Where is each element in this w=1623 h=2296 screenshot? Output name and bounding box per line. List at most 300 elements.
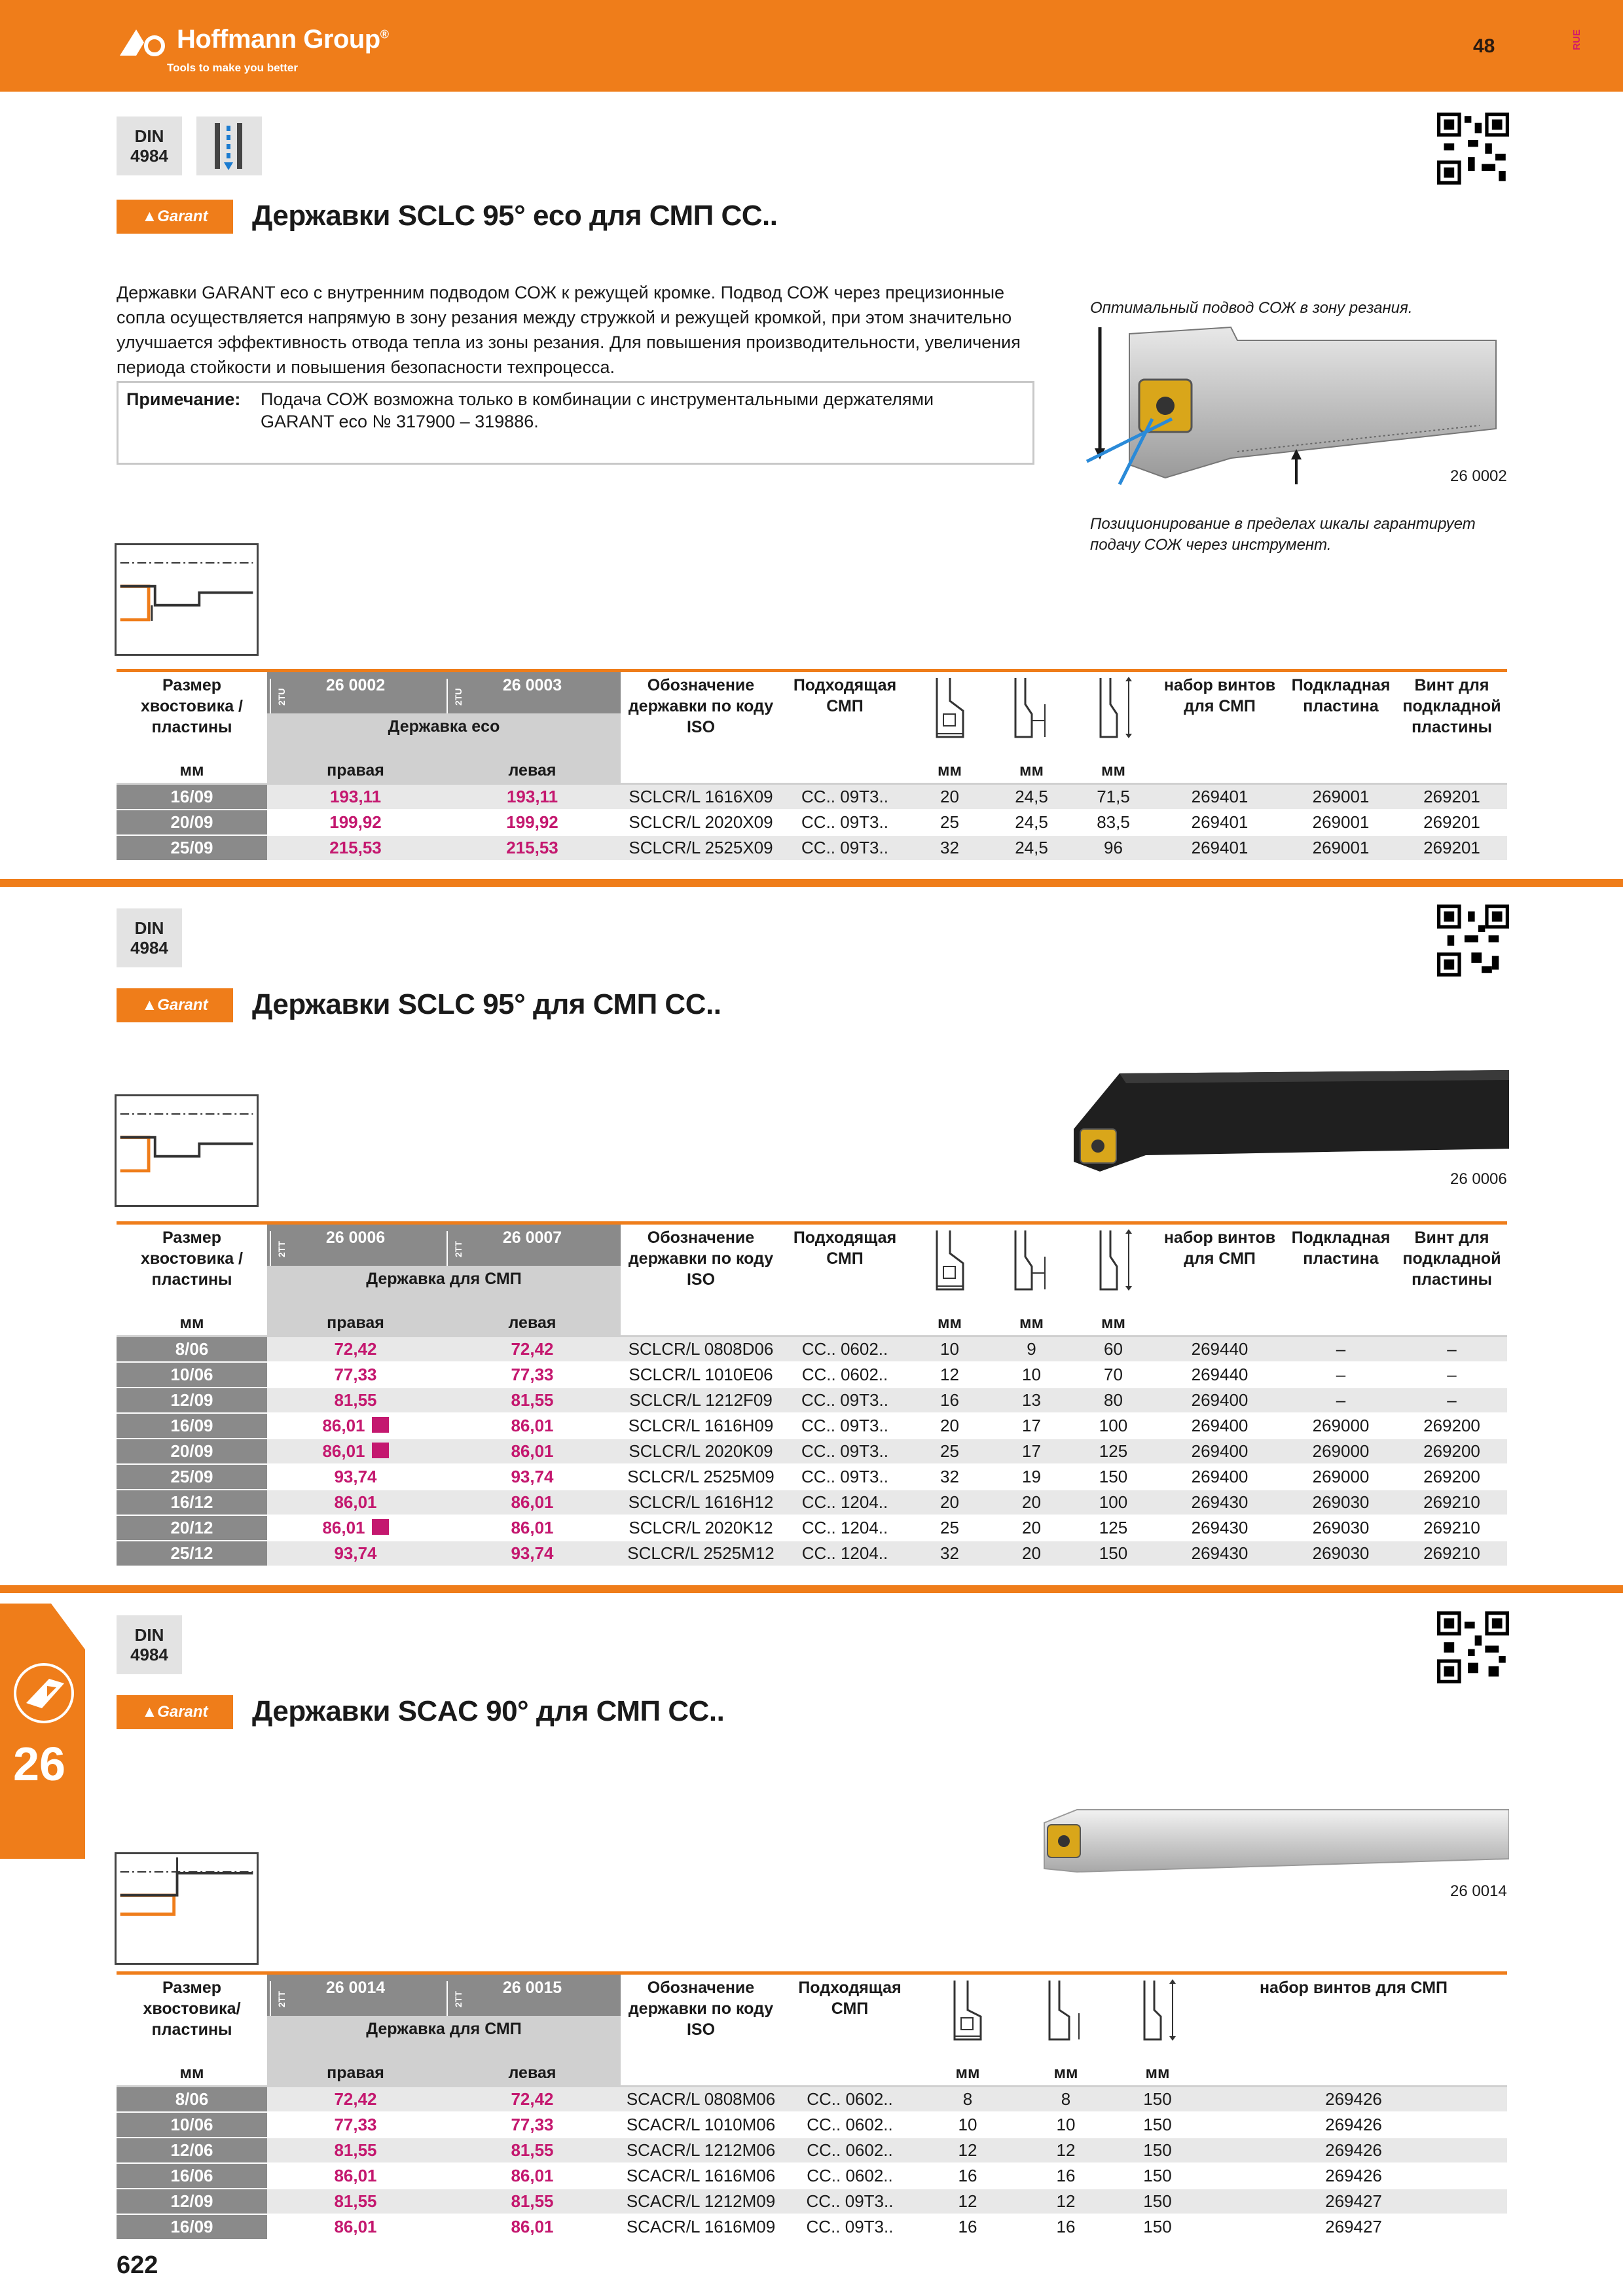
cell-iso: SCLCR/L 1616X09 xyxy=(621,784,781,810)
art-number-right: 2TU 26 0002 xyxy=(267,671,444,713)
cell-shim: – xyxy=(1285,1362,1396,1388)
cell-iso: SCLCR/L 2525M12 xyxy=(621,1541,781,1566)
din-badge: DIN 4984 xyxy=(117,117,182,175)
art-number-left: 2TT 26 0015 xyxy=(444,1973,621,2016)
table-row xyxy=(117,1388,1507,1413)
cell-l: 215,53 xyxy=(444,835,621,861)
cell-f: 20 xyxy=(991,1490,1072,1515)
cell-l: 86,01 xyxy=(444,1515,621,1541)
table-row xyxy=(117,1515,1507,1541)
cell-size: 20/09 xyxy=(117,1439,267,1464)
cell-r: 81,55 xyxy=(267,2138,444,2163)
cell-scr: 269401 xyxy=(1154,835,1285,861)
hoffmann-logo-icon xyxy=(117,26,175,59)
cell-l: 93,74 xyxy=(444,1541,621,1566)
cell-f: 8 xyxy=(1017,2087,1115,2112)
cell-h: 10 xyxy=(909,1336,991,1362)
cell-l: 86,01 xyxy=(444,2163,621,2189)
cell-h: 25 xyxy=(909,810,991,835)
dim-l-icon xyxy=(1072,1223,1154,1312)
cell-ins: CC.. 0602.. xyxy=(781,1362,909,1388)
art-number-right: 2TT 26 0014 xyxy=(267,1973,444,2016)
cell-r: 77,33 xyxy=(267,1362,444,1388)
cell-shs: 269210 xyxy=(1396,1541,1507,1566)
cell-scr: 269430 xyxy=(1154,1490,1285,1515)
table-row xyxy=(117,2138,1507,2163)
dim-h-icon xyxy=(909,671,991,759)
cell-f: 20 xyxy=(991,1515,1072,1541)
cell-ins: CC.. 09T3.. xyxy=(781,1388,909,1413)
cell-f: 10 xyxy=(991,1362,1072,1388)
table-row xyxy=(117,2214,1507,2240)
cell-ins: CC.. 09T3.. xyxy=(781,1464,909,1490)
brand-tagline: Tools to make you better xyxy=(167,62,298,74)
col-header-size: Размер хвостовика / пластины xyxy=(140,676,244,736)
unit-size: мм xyxy=(117,759,267,784)
cell-ins: CC.. 09T3.. xyxy=(781,784,909,810)
cell-ins: CC.. 0602.. xyxy=(781,2138,919,2163)
cell-r: 72,42 xyxy=(267,2087,444,2112)
cell-shim: 269030 xyxy=(1285,1515,1396,1541)
cell-size: 8/06 xyxy=(117,2087,267,2112)
page-number-top: 48 xyxy=(1473,35,1495,57)
cell-ins: CC.. 09T3.. xyxy=(781,2189,919,2214)
cell-h: 32 xyxy=(909,835,991,861)
cell-l: 81,55 xyxy=(444,2138,621,2163)
cell-len: 150 xyxy=(1115,2138,1200,2163)
cell-l: 72,42 xyxy=(444,2087,621,2112)
qr-code-icon[interactable] xyxy=(1437,905,1509,977)
art-number-left: 2TT 26 0007 xyxy=(444,1223,621,1266)
cell-l: 81,55 xyxy=(444,2189,621,2214)
cell-h: 25 xyxy=(909,1515,991,1541)
cell-l: 81,55 xyxy=(444,1388,621,1413)
cell-h: 12 xyxy=(919,2189,1017,2214)
table-row xyxy=(117,1439,1507,1464)
cell-shim: – xyxy=(1285,1388,1396,1413)
cell-scr: 269426 xyxy=(1200,2087,1507,2112)
cell-size: 25/12 xyxy=(117,1541,267,1566)
cell-f: 24,5 xyxy=(991,810,1072,835)
col-header-screws: набор винтов для СМП xyxy=(1163,1229,1276,1268)
unit-left: левая xyxy=(444,2062,621,2087)
dim-h-icon xyxy=(919,1973,1017,2062)
cell-scr: 269426 xyxy=(1200,2138,1507,2163)
cell-len: 100 xyxy=(1072,1490,1154,1515)
unit-f: мм xyxy=(991,759,1072,784)
dim-f-icon xyxy=(991,1223,1072,1312)
cell-l: 86,01 xyxy=(444,2214,621,2240)
table-row xyxy=(117,2189,1507,2214)
table-row xyxy=(117,810,1507,835)
unit-left: левая xyxy=(444,1312,621,1336)
coolant-icon xyxy=(196,117,262,175)
cell-r: 93,74 xyxy=(267,1464,444,1490)
cell-size: 20/09 xyxy=(117,810,267,835)
section-title: Державки SCLC 95° для СМП CC.. xyxy=(252,988,721,1020)
dim-f-icon xyxy=(1017,1973,1115,2062)
cell-l: 72,42 xyxy=(444,1336,621,1362)
unit-l: мм xyxy=(1072,759,1154,784)
cell-size: 16/09 xyxy=(117,2214,267,2240)
highlight-marker-icon xyxy=(372,1417,389,1433)
page-number-bottom: 622 xyxy=(117,2251,158,2279)
image-art-number: 26 0014 xyxy=(1450,1882,1507,1900)
unit-size: мм xyxy=(117,1312,267,1336)
cell-shs: – xyxy=(1396,1388,1507,1413)
cell-scr: 269440 xyxy=(1154,1362,1285,1388)
col-header-shim: Подкладная пластина xyxy=(1291,1229,1391,1268)
table-row xyxy=(117,1413,1507,1439)
cell-shs: 269210 xyxy=(1396,1515,1507,1541)
cell-scr: 269430 xyxy=(1154,1541,1285,1566)
image-caption-bottom: Позиционирование в пределах шкалы гарантирует подачу СОЖ через инструмент. xyxy=(1090,515,1476,554)
chapter-tab[interactable] xyxy=(0,1604,85,1859)
cell-h: 16 xyxy=(919,2214,1017,2240)
din-badge: DIN 4984 xyxy=(117,908,182,967)
unit-right: правая xyxy=(267,1312,444,1336)
table-row xyxy=(117,784,1507,810)
cell-f: 12 xyxy=(1017,2189,1115,2214)
cell-iso: SCACR/L 1616M06 xyxy=(621,2163,781,2189)
highlight-marker-icon xyxy=(372,1519,389,1535)
cell-f: 13 xyxy=(991,1388,1072,1413)
col-header-insert: Подходящая СМП xyxy=(793,1229,897,1268)
table-row xyxy=(117,2163,1507,2189)
cell-shim: 269001 xyxy=(1285,835,1396,861)
col-header-iso: Обозначение державки по коду ISO xyxy=(628,676,774,736)
unit-l: мм xyxy=(1115,2062,1200,2087)
cell-shs: 269200 xyxy=(1396,1464,1507,1490)
cell-len: 96 xyxy=(1072,835,1154,861)
cell-r: 86,01 xyxy=(267,1413,444,1439)
cell-shim: 269030 xyxy=(1285,1541,1396,1566)
cell-f: 9 xyxy=(991,1336,1072,1362)
group-label: Державка для СМП xyxy=(267,2016,621,2062)
image-art-number: 26 0006 xyxy=(1450,1170,1507,1188)
cell-f: 17 xyxy=(991,1439,1072,1464)
cell-r: 215,53 xyxy=(267,835,444,861)
garant-badge: ▲ Garant xyxy=(117,988,233,1022)
cell-shs: 269200 xyxy=(1396,1413,1507,1439)
col-header-shim-screw: Винт для подкладной пластины xyxy=(1402,1229,1501,1289)
cell-ins: CC.. 0602.. xyxy=(781,2087,919,2112)
cell-size: 16/09 xyxy=(117,1413,267,1439)
cell-h: 20 xyxy=(909,1413,991,1439)
section-separator xyxy=(0,1585,1623,1593)
cell-r: 86,01 xyxy=(267,1490,444,1515)
cell-l: 93,74 xyxy=(444,1464,621,1490)
table-sclc-eco xyxy=(117,669,1507,861)
section-description: Державки GARANT eco с внутренним подводом СОЖ к режущей кромке. Подвод СОЖ через прецизионные сопла осуществляется напрямую в зону резания между стружкой и режущей кромкой, при этом значительно улучшается эффективность отвода тепла из зоны резания. Для повышения производительности, увеличения периода стойкости и повышения безопасности техпроцесса. xyxy=(117,283,1021,377)
table-scac xyxy=(117,1971,1507,2240)
col-header-size: Размер хвостовика / пластины xyxy=(140,1229,244,1289)
unit-size: мм xyxy=(117,2062,267,2087)
note-label: Примечание: xyxy=(126,389,241,409)
cell-size: 25/09 xyxy=(117,1464,267,1490)
cell-l: 199,92 xyxy=(444,810,621,835)
table-row xyxy=(117,1490,1507,1515)
cell-iso: SCLCR/L 1010E06 xyxy=(621,1362,781,1388)
unit-f: мм xyxy=(1017,2062,1115,2087)
cell-scr: 269400 xyxy=(1154,1413,1285,1439)
cell-scr: 269430 xyxy=(1154,1515,1285,1541)
cell-h: 25 xyxy=(909,1439,991,1464)
table-row xyxy=(117,835,1507,861)
unit-l: мм xyxy=(1072,1312,1154,1336)
cell-len: 80 xyxy=(1072,1388,1154,1413)
scac-holder-image xyxy=(1038,1806,1509,1882)
cell-h: 20 xyxy=(909,784,991,810)
garant-badge: ▲ Garant xyxy=(117,1695,233,1729)
cell-shs: 269201 xyxy=(1396,784,1507,810)
cell-len: 150 xyxy=(1115,2214,1200,2240)
dim-h-icon xyxy=(909,1223,991,1312)
cell-ins: CC.. 0602.. xyxy=(781,1336,909,1362)
cell-scr: 269400 xyxy=(1154,1464,1285,1490)
cell-shim: 269000 xyxy=(1285,1413,1396,1439)
cell-ins: CC.. 09T3.. xyxy=(781,835,909,861)
cell-r: 86,01 xyxy=(267,2163,444,2189)
cell-len: 83,5 xyxy=(1072,810,1154,835)
language-code: RUE xyxy=(1571,29,1582,50)
cell-shs: 269200 xyxy=(1396,1439,1507,1464)
cell-size: 12/09 xyxy=(117,2189,267,2214)
cell-r: 72,42 xyxy=(267,1336,444,1362)
cell-l: 193,11 xyxy=(444,784,621,810)
cell-l: 77,33 xyxy=(444,2112,621,2138)
din-badge: DIN 4984 xyxy=(117,1615,182,1674)
table-row xyxy=(117,1362,1507,1388)
cell-len: 150 xyxy=(1115,2189,1200,2214)
cell-len: 150 xyxy=(1072,1541,1154,1566)
group-label: Державка eco xyxy=(267,713,621,759)
cell-h: 32 xyxy=(909,1464,991,1490)
cell-scr: 269426 xyxy=(1200,2163,1507,2189)
cell-iso: SCLCR/L 2020K09 xyxy=(621,1439,781,1464)
cell-f: 12 xyxy=(1017,2138,1115,2163)
table-sclc xyxy=(117,1221,1507,1567)
cell-len: 150 xyxy=(1072,1464,1154,1490)
cell-scr: 269401 xyxy=(1154,810,1285,835)
cell-len: 125 xyxy=(1072,1515,1154,1541)
cell-size: 16/09 xyxy=(117,784,267,810)
art-number-left: 2TU 26 0003 xyxy=(444,671,621,713)
image-caption-top: Оптимальный подвод СОЖ в зону резания. xyxy=(1090,299,1413,317)
cell-scr: 269426 xyxy=(1200,2112,1507,2138)
unit-h: мм xyxy=(909,759,991,784)
cell-size: 10/06 xyxy=(117,1362,267,1388)
cell-iso: SCACR/L 0808M06 xyxy=(621,2087,781,2112)
cell-f: 16 xyxy=(1017,2163,1115,2189)
art-number-right: 2TT 26 0006 xyxy=(267,1223,444,1266)
col-header-shim: Подкладная пластина xyxy=(1291,676,1391,715)
image-art-number: 26 0002 xyxy=(1450,467,1507,485)
cell-scr: 269400 xyxy=(1154,1439,1285,1464)
cell-iso: SCLCR/L 1212F09 xyxy=(621,1388,781,1413)
unit-h: мм xyxy=(909,1312,991,1336)
dim-l-icon xyxy=(1115,1973,1200,2062)
cell-shim: 269030 xyxy=(1285,1490,1396,1515)
cell-r: 199,92 xyxy=(267,810,444,835)
sclc-profile-diagram xyxy=(115,543,259,656)
cell-r: 81,55 xyxy=(267,1388,444,1413)
cell-shim: 269000 xyxy=(1285,1439,1396,1464)
eco-holder-image xyxy=(1074,321,1506,491)
cell-h: 10 xyxy=(919,2112,1017,2138)
cell-scr: 269427 xyxy=(1200,2189,1507,2214)
cell-shs: 269201 xyxy=(1396,835,1507,861)
cell-f: 16 xyxy=(1017,2214,1115,2240)
cell-scr: 269401 xyxy=(1154,784,1285,810)
unit-left: левая xyxy=(444,759,621,784)
section-title: Державки SCAC 90° для СМП CC.. xyxy=(252,1695,725,1727)
scac-profile-diagram xyxy=(115,1852,259,1965)
cell-size: 16/06 xyxy=(117,2163,267,2189)
sclc-profile-diagram xyxy=(115,1094,259,1207)
cell-size: 12/06 xyxy=(117,2138,267,2163)
group-label: Державка для СМП xyxy=(267,1266,621,1312)
cell-r: 77,33 xyxy=(267,2112,444,2138)
cell-l: 86,01 xyxy=(444,1439,621,1464)
cell-f: 24,5 xyxy=(991,784,1072,810)
cell-size: 8/06 xyxy=(117,1336,267,1362)
cell-iso: SCLCR/L 0808D06 xyxy=(621,1336,781,1362)
cell-len: 71,5 xyxy=(1072,784,1154,810)
cell-iso: SCLCR/L 2020X09 xyxy=(621,810,781,835)
cell-l: 77,33 xyxy=(444,1362,621,1388)
cell-iso: SCACR/L 1212M06 xyxy=(621,2138,781,2163)
qr-code-icon[interactable] xyxy=(1437,113,1509,185)
cell-shs: 269210 xyxy=(1396,1490,1507,1515)
table-row xyxy=(117,2112,1507,2138)
cell-shim: – xyxy=(1285,1336,1396,1362)
cell-scr: 269427 xyxy=(1200,2214,1507,2240)
col-header-size: Размер хвостовика/ пластины xyxy=(143,1979,241,2039)
cell-scr: 269440 xyxy=(1154,1336,1285,1362)
cell-l: 86,01 xyxy=(444,1490,621,1515)
brand-name: Hoffmann Group® xyxy=(177,25,389,54)
cell-iso: SCLCR/L 2525X09 xyxy=(621,835,781,861)
section-separator xyxy=(0,879,1623,887)
col-header-screws: набор винтов для СМП xyxy=(1259,1979,1448,1997)
cell-size: 25/09 xyxy=(117,835,267,861)
cell-ins: CC.. 1204.. xyxy=(781,1541,909,1566)
dim-f-icon xyxy=(991,671,1072,759)
table-row xyxy=(117,1541,1507,1566)
cell-r: 86,01 xyxy=(267,1515,444,1541)
cell-len: 150 xyxy=(1115,2163,1200,2189)
col-header-iso: Обозначение державки по коду ISO xyxy=(628,1979,774,2039)
unit-right: правая xyxy=(267,2062,444,2087)
cell-f: 24,5 xyxy=(991,835,1072,861)
cell-shs: 269201 xyxy=(1396,810,1507,835)
cell-size: 16/12 xyxy=(117,1490,267,1515)
cell-shim: 269000 xyxy=(1285,1464,1396,1490)
cell-size: 20/12 xyxy=(117,1515,267,1541)
cell-len: 150 xyxy=(1115,2112,1200,2138)
cell-h: 16 xyxy=(919,2163,1017,2189)
cell-f: 19 xyxy=(991,1464,1072,1490)
cell-f: 17 xyxy=(991,1413,1072,1439)
sclc-holder-image xyxy=(1034,1057,1509,1172)
col-header-insert: Подходящая СМП xyxy=(798,1979,902,2018)
cell-ins: CC.. 0602.. xyxy=(781,2163,919,2189)
qr-code-icon[interactable] xyxy=(1437,1611,1509,1683)
col-header-insert: Подходящая СМП xyxy=(793,676,897,715)
cell-r: 93,74 xyxy=(267,1541,444,1566)
cell-iso: SCLCR/L 2020K12 xyxy=(621,1515,781,1541)
unit-h: мм xyxy=(919,2062,1017,2087)
table-row xyxy=(117,2087,1507,2112)
insert-tool-icon xyxy=(13,1662,75,1725)
cell-len: 100 xyxy=(1072,1413,1154,1439)
cell-shim: 269001 xyxy=(1285,810,1396,835)
cell-size: 10/06 xyxy=(117,2112,267,2138)
cell-iso: SCLCR/L 1616H09 xyxy=(621,1413,781,1439)
cell-ins: CC.. 09T3.. xyxy=(781,1413,909,1439)
note-text: Подача СОЖ возможна только в комбинации с инструментальными держателями GARANT eco № 317900 – 319886. xyxy=(261,389,934,431)
cell-h: 12 xyxy=(919,2138,1017,2163)
cell-r: 86,01 xyxy=(267,1439,444,1464)
cell-f: 20 xyxy=(991,1541,1072,1566)
unit-right: правая xyxy=(267,759,444,784)
cell-f: 10 xyxy=(1017,2112,1115,2138)
chapter-number: 26 xyxy=(13,1738,66,1791)
cell-h: 8 xyxy=(919,2087,1017,2112)
note-box xyxy=(117,381,1034,465)
col-header-shim-screw: Винт для подкладной пластины xyxy=(1402,676,1501,736)
cell-ins: CC.. 0602.. xyxy=(781,2112,919,2138)
cell-iso: SCLCR/L 1616H12 xyxy=(621,1490,781,1515)
garant-badge: ▲ Garant xyxy=(117,200,233,234)
cell-r: 193,11 xyxy=(267,784,444,810)
cell-shs: – xyxy=(1396,1336,1507,1362)
cell-iso: SCACR/L 1616M09 xyxy=(621,2214,781,2240)
cell-h: 12 xyxy=(909,1362,991,1388)
cell-len: 70 xyxy=(1072,1362,1154,1388)
cell-len: 125 xyxy=(1072,1439,1154,1464)
cell-r: 81,55 xyxy=(267,2189,444,2214)
table-row xyxy=(117,1336,1507,1362)
col-header-iso: Обозначение державки по коду ISO xyxy=(628,1229,774,1289)
dim-l-icon xyxy=(1072,671,1154,759)
cell-shim: 269001 xyxy=(1285,784,1396,810)
cell-ins: CC.. 09T3.. xyxy=(781,2214,919,2240)
cell-l: 86,01 xyxy=(444,1413,621,1439)
cell-iso: SCACR/L 1212M09 xyxy=(621,2189,781,2214)
cell-ins: CC.. 09T3.. xyxy=(781,810,909,835)
col-header-screws: набор винтов для СМП xyxy=(1163,676,1276,715)
table-row xyxy=(117,1464,1507,1490)
cell-ins: CC.. 09T3.. xyxy=(781,1439,909,1464)
cell-scr: 269400 xyxy=(1154,1388,1285,1413)
cell-iso: SCACR/L 1010M06 xyxy=(621,2112,781,2138)
cell-iso: SCLCR/L 2525M09 xyxy=(621,1464,781,1490)
cell-h: 20 xyxy=(909,1490,991,1515)
cell-ins: CC.. 1204.. xyxy=(781,1490,909,1515)
cell-len: 60 xyxy=(1072,1336,1154,1362)
cell-ins: CC.. 1204.. xyxy=(781,1515,909,1541)
cell-size: 12/09 xyxy=(117,1388,267,1413)
cell-len: 150 xyxy=(1115,2087,1200,2112)
section-title: Державки SCLC 95° eco для СМП CC.. xyxy=(252,200,778,232)
cell-h: 16 xyxy=(909,1388,991,1413)
cell-r: 86,01 xyxy=(267,2214,444,2240)
unit-f: мм xyxy=(991,1312,1072,1336)
cell-shs: – xyxy=(1396,1362,1507,1388)
cell-h: 32 xyxy=(909,1541,991,1566)
